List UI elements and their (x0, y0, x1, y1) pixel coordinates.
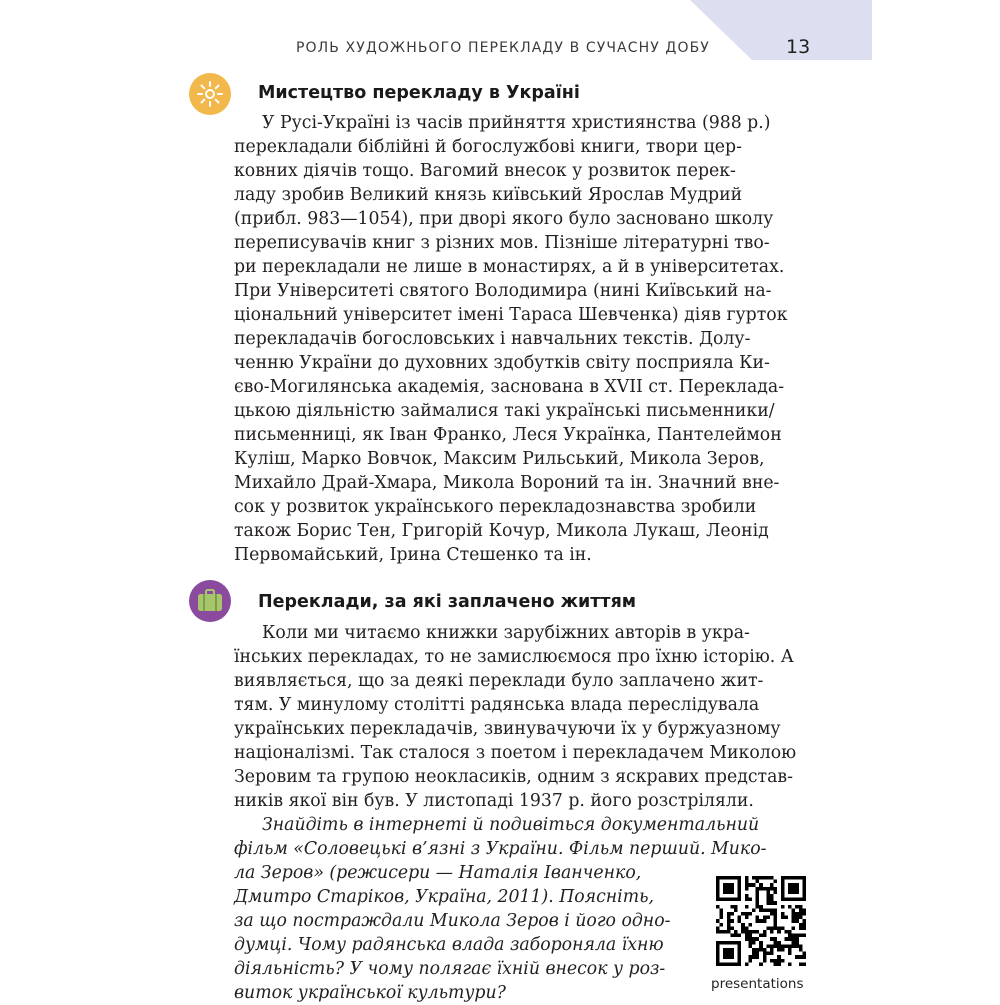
text-line: (прибл. 983—1054), при дворі якого було засновано школу (234, 209, 774, 229)
text-line: Михайло Драй-Хмара, Микола Вороний та ін. Значний вне- (234, 473, 780, 493)
text-line: У Русі-Україні із часів прийняття християнства (988 р.) (262, 113, 771, 133)
task-line: ла Зеров» (режисери — Наталія Іванченко, (234, 863, 642, 883)
text-line: Коли ми читаємо книжки зарубіжних авторів в укра- (262, 623, 750, 643)
text-line: їнських перекладах, то не замислюємося про їхню історію. А (234, 647, 794, 667)
text-line: націоналізмі. Так сталося з поетом і перекладачем Миколою (234, 743, 797, 763)
suitcase-icon (189, 580, 231, 622)
text-line: тям. У минулому столітті радянська влада переслідувала (234, 695, 760, 715)
task-line: Дмитро Старіков, Україна, 2011). Поясніть, (234, 887, 654, 907)
task-line: фільм «Соловецькі в’язні з України. Фільм перший. Мико- (234, 839, 767, 859)
text-line: ників якої він був. У листопаді 1937 р. його розстріляли. (234, 791, 754, 811)
section-title-translation-art: Мистецтво перекладу в Україні (258, 83, 580, 103)
qr-code-icon[interactable] (716, 876, 806, 966)
text-line: перекладачів богословських і навчальних текстів. Долу- (234, 329, 751, 349)
text-line: При Університеті святого Володимира (нині Київський на- (234, 281, 772, 301)
text-line: ри перекладали не лише в монастирях, а й в університетах. (234, 257, 785, 277)
task-line: Знайдіть в інтернеті й подивіться документальний (262, 815, 760, 835)
text-line: єво-Могилянська академія, заснована в XVII ст. Переклада- (234, 377, 785, 397)
sun-icon (189, 73, 231, 115)
task-line: думці. Чому радянська влада забороняла їхню (234, 935, 664, 955)
text-line: також Борис Тен, Григорій Кочур, Микола Лукаш, Леонід (234, 521, 769, 541)
text-line: ціональний університет імені Тараса Шевченка) діяв гурток (234, 305, 788, 325)
text-line: переписувачів книг з різних мов. Пізніше літературні тво- (234, 233, 770, 253)
text-line: виявляється, що за деякі переклади було заплачено жит- (234, 671, 764, 691)
text-line: перекладали біблійні й богослужбові книги, твори цер- (234, 137, 742, 157)
text-line: ладу зробив Великий князь київський Ярослав Мудрий (234, 185, 743, 205)
running-header: РОЛЬ ХУДОЖНЬОГО ПЕРЕКЛАДУ В СУЧАСНУ ДОБУ (296, 40, 710, 56)
text-line: Зеровим та групою неокласиків, одним з яскравих представ- (234, 767, 793, 787)
text-line: ковних діячів тощо. Вагомий внесок у розвиток перек- (234, 161, 736, 181)
text-line: цькою діяльністю займалися такі українські письменники/ (234, 401, 775, 421)
text-line: українських перекладачів, звинувачуючи їх у буржуазному (234, 719, 781, 739)
task-line: за що постраждали Микола Зеров і його одно- (234, 911, 671, 931)
section-title-paid-with-life: Переклади, за які заплачено життям (258, 592, 637, 612)
text-line: Куліш, Марко Вовчок, Максим Рильський, Микола Зеров, (234, 449, 765, 469)
header-tab (690, 0, 872, 60)
task-line: виток української культури? (234, 983, 506, 1003)
text-line: сок у розвиток українського перекладознавства зробили (234, 497, 757, 517)
task-line: діяльність? У чому полягає їхній внесок у роз- (234, 959, 666, 979)
page-number: 13 (786, 36, 811, 58)
text-line: Первомайський, Ірина Стешенко та ін. (234, 545, 592, 565)
text-line: ченню України до духовних здобутків світу посприяла Ки- (234, 353, 770, 373)
text-line: письменниці, як Іван Франко, Леся Українка, Пантелеймон (234, 425, 782, 445)
qr-label: presentations (711, 976, 804, 992)
